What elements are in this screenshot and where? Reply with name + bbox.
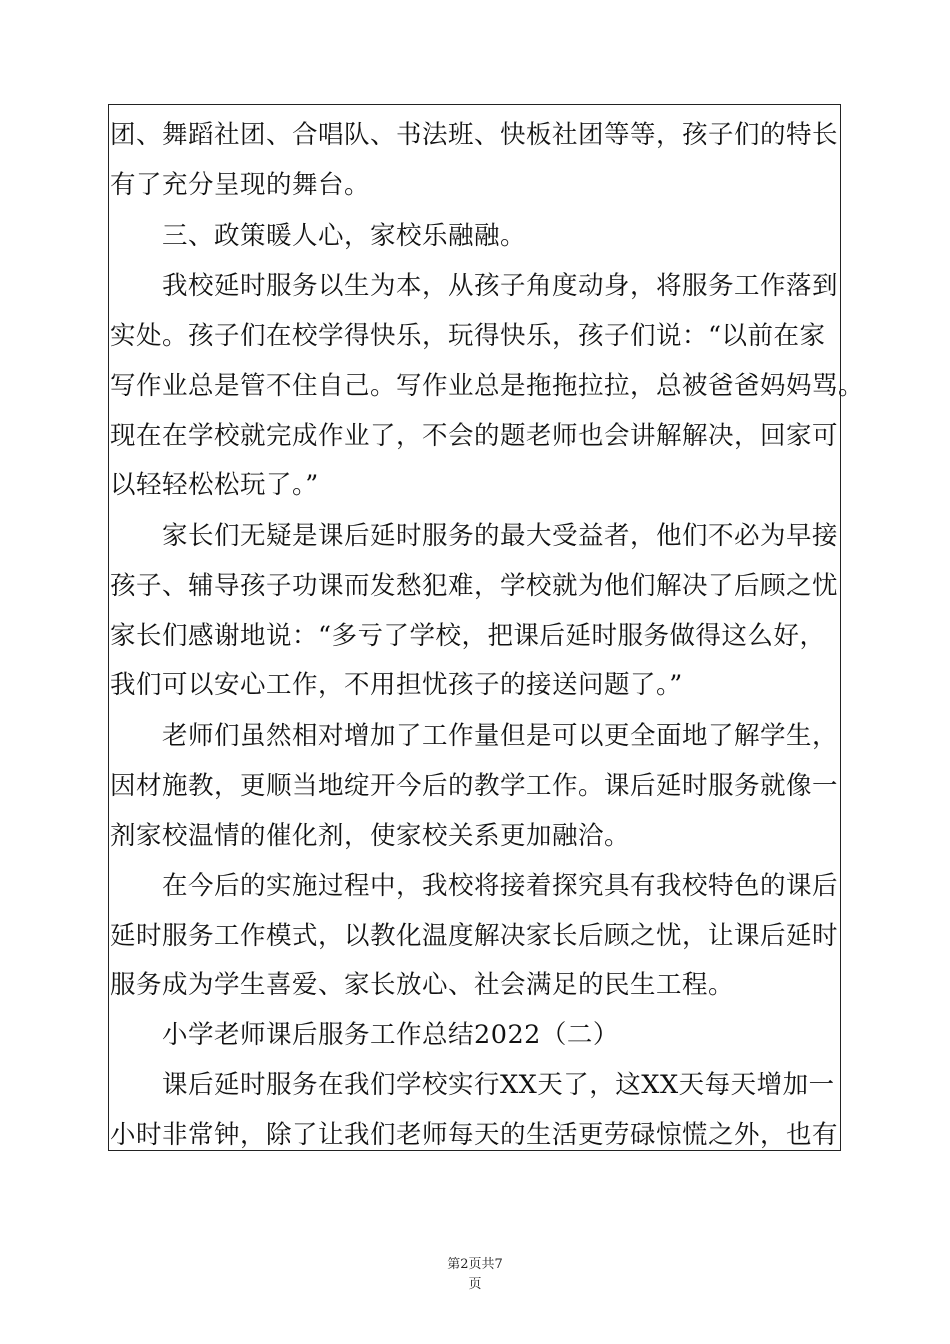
text-line: 以轻轻松松玩了。” bbox=[110, 470, 319, 500]
text-line: 团、舞蹈社团、合唱队、书法班、快板社团等等，孩子们的特长 bbox=[110, 120, 839, 150]
subsection-title: 小学老师课后服务工作总结2022（二） bbox=[162, 1020, 619, 1050]
section-heading: 三、政策暖人心，家校乐融融。 bbox=[162, 221, 527, 251]
page-number-line1: 第2页共7 bbox=[447, 1257, 503, 1272]
text-line: 实处。孩子们在校学得快乐，玩得快乐，孩子们说：“以前在家 bbox=[110, 321, 826, 351]
text-line: 课后延时服务在我们学校实行XX天了，这XX天每天增加一 bbox=[162, 1070, 835, 1100]
text-line: 因材施教，更顺当地绽开今后的教学工作。课后延时服务就像一 bbox=[110, 771, 839, 801]
text-line: 小时非常钟，除了让我们老师每天的生活更劳碌惊慌之外，也有 bbox=[110, 1120, 839, 1150]
text-line: 我们可以安心工作，不用担忧孩子的接送问题了。” bbox=[110, 670, 683, 700]
text-line: 有了充分呈现的舞台。 bbox=[110, 170, 371, 200]
text-line: 老师们虽然相对增加了工作量但是可以更全面地了解学生， bbox=[162, 721, 839, 751]
text-line: 在今后的实施过程中，我校将接着探究具有我校特色的课后 bbox=[162, 871, 839, 901]
text-line: 孩子、辅导孩子功课而发愁犯难，学校就为他们解决了后顾之忧 bbox=[110, 571, 839, 601]
page-number-line2: 页 bbox=[468, 1277, 482, 1292]
text-line: 服务成为学生喜爱、家长放心、社会满足的民生工程。 bbox=[110, 970, 735, 1000]
text-line: 写作业总是管不住自己。写作业总是拖拖拉拉，总被爸爸妈妈骂。 bbox=[110, 371, 865, 401]
text-line: 我校延时服务以生为本，从孩子角度动身，将服务工作落到 bbox=[162, 271, 839, 301]
text-line: 家长们感谢地说：“多亏了学校，把课后延时服务做得这么好， bbox=[110, 621, 826, 651]
text-line: 现在在学校就完成作业了，不会的题老师也会讲解解决，回家可 bbox=[110, 421, 839, 451]
text-line: 家长们无疑是课后延时服务的最大受益者，他们不必为早接 bbox=[162, 521, 839, 551]
text-line: 剂家校温情的催化剂，使家校关系更加融洽。 bbox=[110, 821, 631, 851]
text-line: 延时服务工作模式，以教化温度解决家长后顾之忧，让课后延时 bbox=[110, 921, 839, 951]
